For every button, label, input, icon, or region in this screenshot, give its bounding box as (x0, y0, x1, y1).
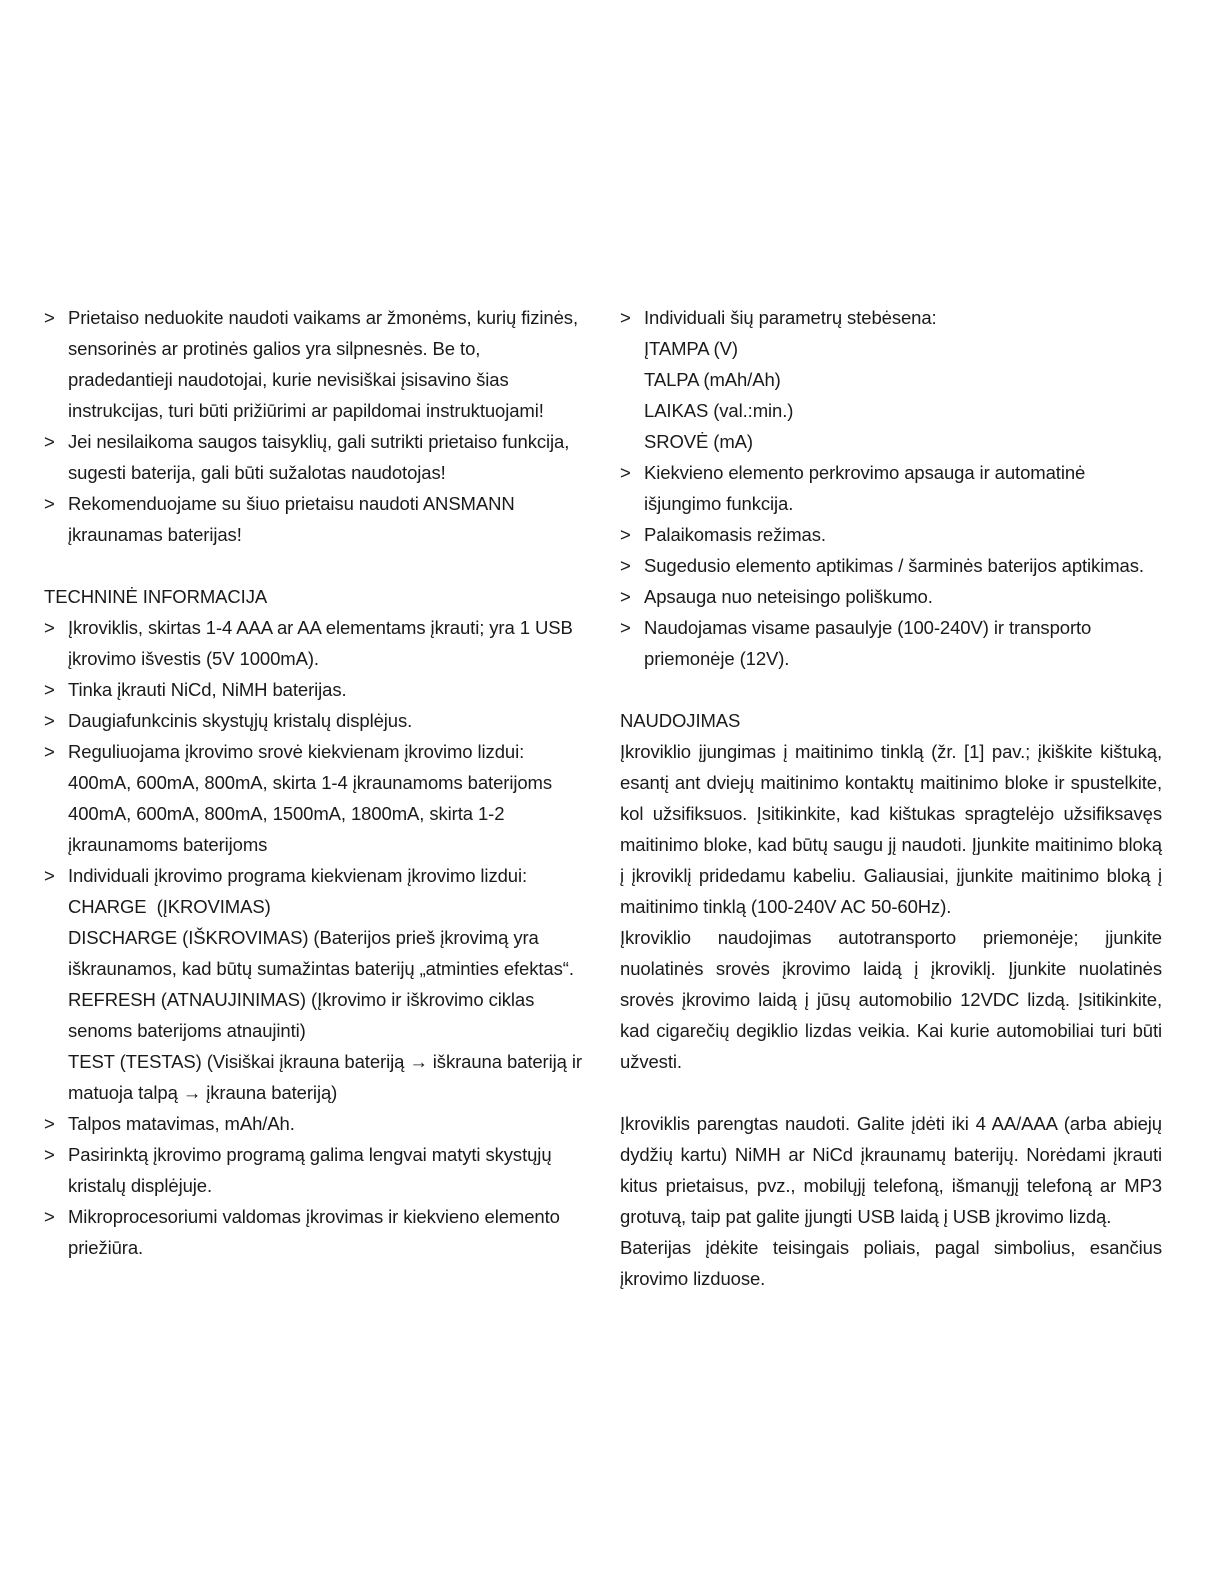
program-line: DISCHARGE (IŠKROVIMAS) (Baterijos prieš įkrovimą yra iškraunamos, kad būtų sumažintas baterijų „atminties efektas“. (68, 927, 574, 979)
bullet-marker: > (44, 1206, 55, 1227)
tech-item-programs (44, 860, 584, 1108)
monitor-intro: Individuali šių parametrų stebėsena: (644, 307, 937, 328)
tech-text: Mikroprocesoriumi valdomas įkrovimas ir kiekvieno elemento priežiūra. (68, 1206, 560, 1258)
tech-info-heading: TECHNINĖ INFORMACIJA (44, 586, 268, 607)
left-column (44, 302, 584, 1263)
feature-text: Apsauga nuo neteisingo poliškumo. (644, 586, 933, 607)
safety-text: Rekomenduojame su šiuo prietaisu naudoti ANSMANN įkraunamas baterijas! (68, 493, 515, 545)
bullet-marker: > (620, 524, 631, 545)
bullet-marker: > (44, 493, 55, 514)
tech-item (44, 736, 584, 860)
safety-item (44, 302, 584, 426)
tech-item (44, 705, 584, 736)
ready-paragraph: Įkroviklis parengtas naudoti. Galite įdėti iki 4 AA/AAA (arba abiejų dydžių kartu) NiMH ar NiCd įkraunamų baterijų. Norėdami įkrauti kitus prietaisus, pvz., mobilųjį telefoną, išmanųjį telefoną ar MP3 grotuvą, taip pat galite įjungti USB laidą į USB įkrovimo lizdą. (620, 1113, 1162, 1227)
feature-text: Sugedusio elemento aptikimas / šarminės baterijos aptikimas. (644, 555, 1144, 576)
right-column (620, 302, 1162, 1294)
bullet-marker: > (620, 617, 631, 638)
feature-text: Kiekvieno elemento perkrovimo apsauga ir automatinė išjungimo funkcija. (644, 462, 1086, 514)
monitor-line: ĮTAMPA (V) (644, 338, 738, 359)
usage-paragraph: Įkroviklio naudojimas autotransporto priemonėje; įjunkite nuolatinės srovės įkrovimo laidą į įkroviklį. Įjunkite nuolatinės srovės įkrovimo laidą į jūsų automobilio 12VDC lizdą. Įsitikinkite, kad cigarečių degiklio lizdas veikia. Kai kurie automobiliai turi būti užvesti. (620, 927, 1162, 1072)
tech-text: Įkroviklis, skirtas 1-4 AAA ar AA elementams įkrauti; yra 1 USB įkrovimo išvestis (5V 1000mA). (68, 617, 573, 669)
tech-text: Reguliuojama įkrovimo srovė kiekvienam įkrovimo lizdui: 400mA, 600mA, 800mA, skirta 1-4 įkraunamoms baterijoms 400mA, 600mA, 800mA, 1500mA, 1800mA, skirta 1-2 įkraunamoms baterijoms (68, 741, 553, 855)
tech-text: Talpos matavimas, mAh/Ah. (68, 1113, 295, 1134)
feature-text: Palaikomasis režimas. (644, 524, 826, 545)
program-line: CHARGE (ĮKROVIMAS) (68, 896, 271, 917)
bullet-marker: > (44, 617, 55, 638)
bullet-marker: > (44, 865, 55, 886)
tech-item (44, 1108, 584, 1139)
bullet-marker: > (44, 431, 55, 452)
safety-item (44, 426, 584, 488)
bullet-marker: > (44, 710, 55, 731)
safety-text: Prietaiso neduokite naudoti vaikams ar žmonėms, kurių fizinės, sensorinės ar protinės galios yra silpnesnės. Be to, pradedantieji naudotojai, kurie nevisiškai įsisavino šias instrukcijas, turi būti prižiūrimi ar papildomai instruktuojami! (68, 307, 578, 421)
feature-item (620, 457, 1162, 519)
feature-item (620, 519, 1162, 550)
monitor-line: LAIKAS (val.:min.) (644, 400, 794, 421)
bullet-marker: > (44, 679, 55, 700)
usage-heading: NAUDOJIMAS (620, 710, 741, 731)
usage-paragraph: Įkroviklio įjungimas į maitinimo tinklą (žr. [1] pav.; įkiškite kištuką, esantį ant dviejų maitinimo kontaktų maitinimo bloke ir spustelkite, kol užsifiksuos. Įsitikinkite, kad kištukas spragtelėjo užsifiksavęs maitinimo bloke, kad būtų saugu jį naudoti. Įjunkite maitinimo bloką į įkroviklį pridedamu kabeliu. Galiausiai, įjunkite maitinimo bloką į maitinimo tinklą (100-240V AC 50-60Hz). (620, 741, 1162, 917)
bullet-marker: > (620, 555, 631, 576)
bullet-marker: > (44, 307, 55, 328)
safety-item (44, 488, 584, 550)
safety-text: Jei nesilaikoma saugos taisyklių, gali sutrikti prietaiso funkcija, sugesti baterija, gali būti sužalotas naudotojas! (68, 431, 570, 483)
tech-item (44, 674, 584, 705)
tech-item (44, 1201, 584, 1263)
tech-text: Pasirinktą įkrovimo programą galima lengvai matyti skystųjų kristalų displėjuje. (68, 1144, 552, 1196)
program-intro: Individuali įkrovimo programa kiekvienam įkrovimo lizdui: (68, 865, 528, 886)
bullet-marker: > (620, 307, 631, 328)
program-line: TEST (TESTAS) (Visiškai įkrauna bateriją → iškrauna bateriją ir matuoja talpą → įkrauna bateriją) (68, 1051, 582, 1103)
ready-paragraph: Baterijas įdėkite teisingais poliais, pagal simbolius, esančius įkrovimo lizduose. (620, 1237, 1162, 1289)
bullet-marker: > (44, 1144, 55, 1165)
program-line: REFRESH (ATNAUJINIMAS) (Įkrovimo ir iškrovimo ciklas senoms baterijoms atnaujinti) (68, 989, 535, 1041)
feature-item (620, 581, 1162, 612)
bullet-marker: > (620, 462, 631, 483)
monitor-line: SROVĖ (mA) (644, 431, 753, 452)
tech-text: Tinka įkrauti NiCd, NiMH baterijas. (68, 679, 347, 700)
feature-text: Naudojamas visame pasaulyje (100-240V) ir transporto priemonėje (12V). (644, 617, 1092, 669)
tech-item (44, 1139, 584, 1201)
tech-text: Daugiafunkcinis skystųjų kristalų displėjus. (68, 710, 413, 731)
bullet-marker: > (44, 741, 55, 762)
feature-item (620, 550, 1162, 581)
monitor-item (620, 302, 1162, 457)
tech-item (44, 612, 584, 674)
bullet-marker: > (620, 586, 631, 607)
monitor-line: TALPA (mAh/Ah) (644, 369, 781, 390)
feature-item (620, 612, 1162, 674)
bullet-marker: > (44, 1113, 55, 1134)
